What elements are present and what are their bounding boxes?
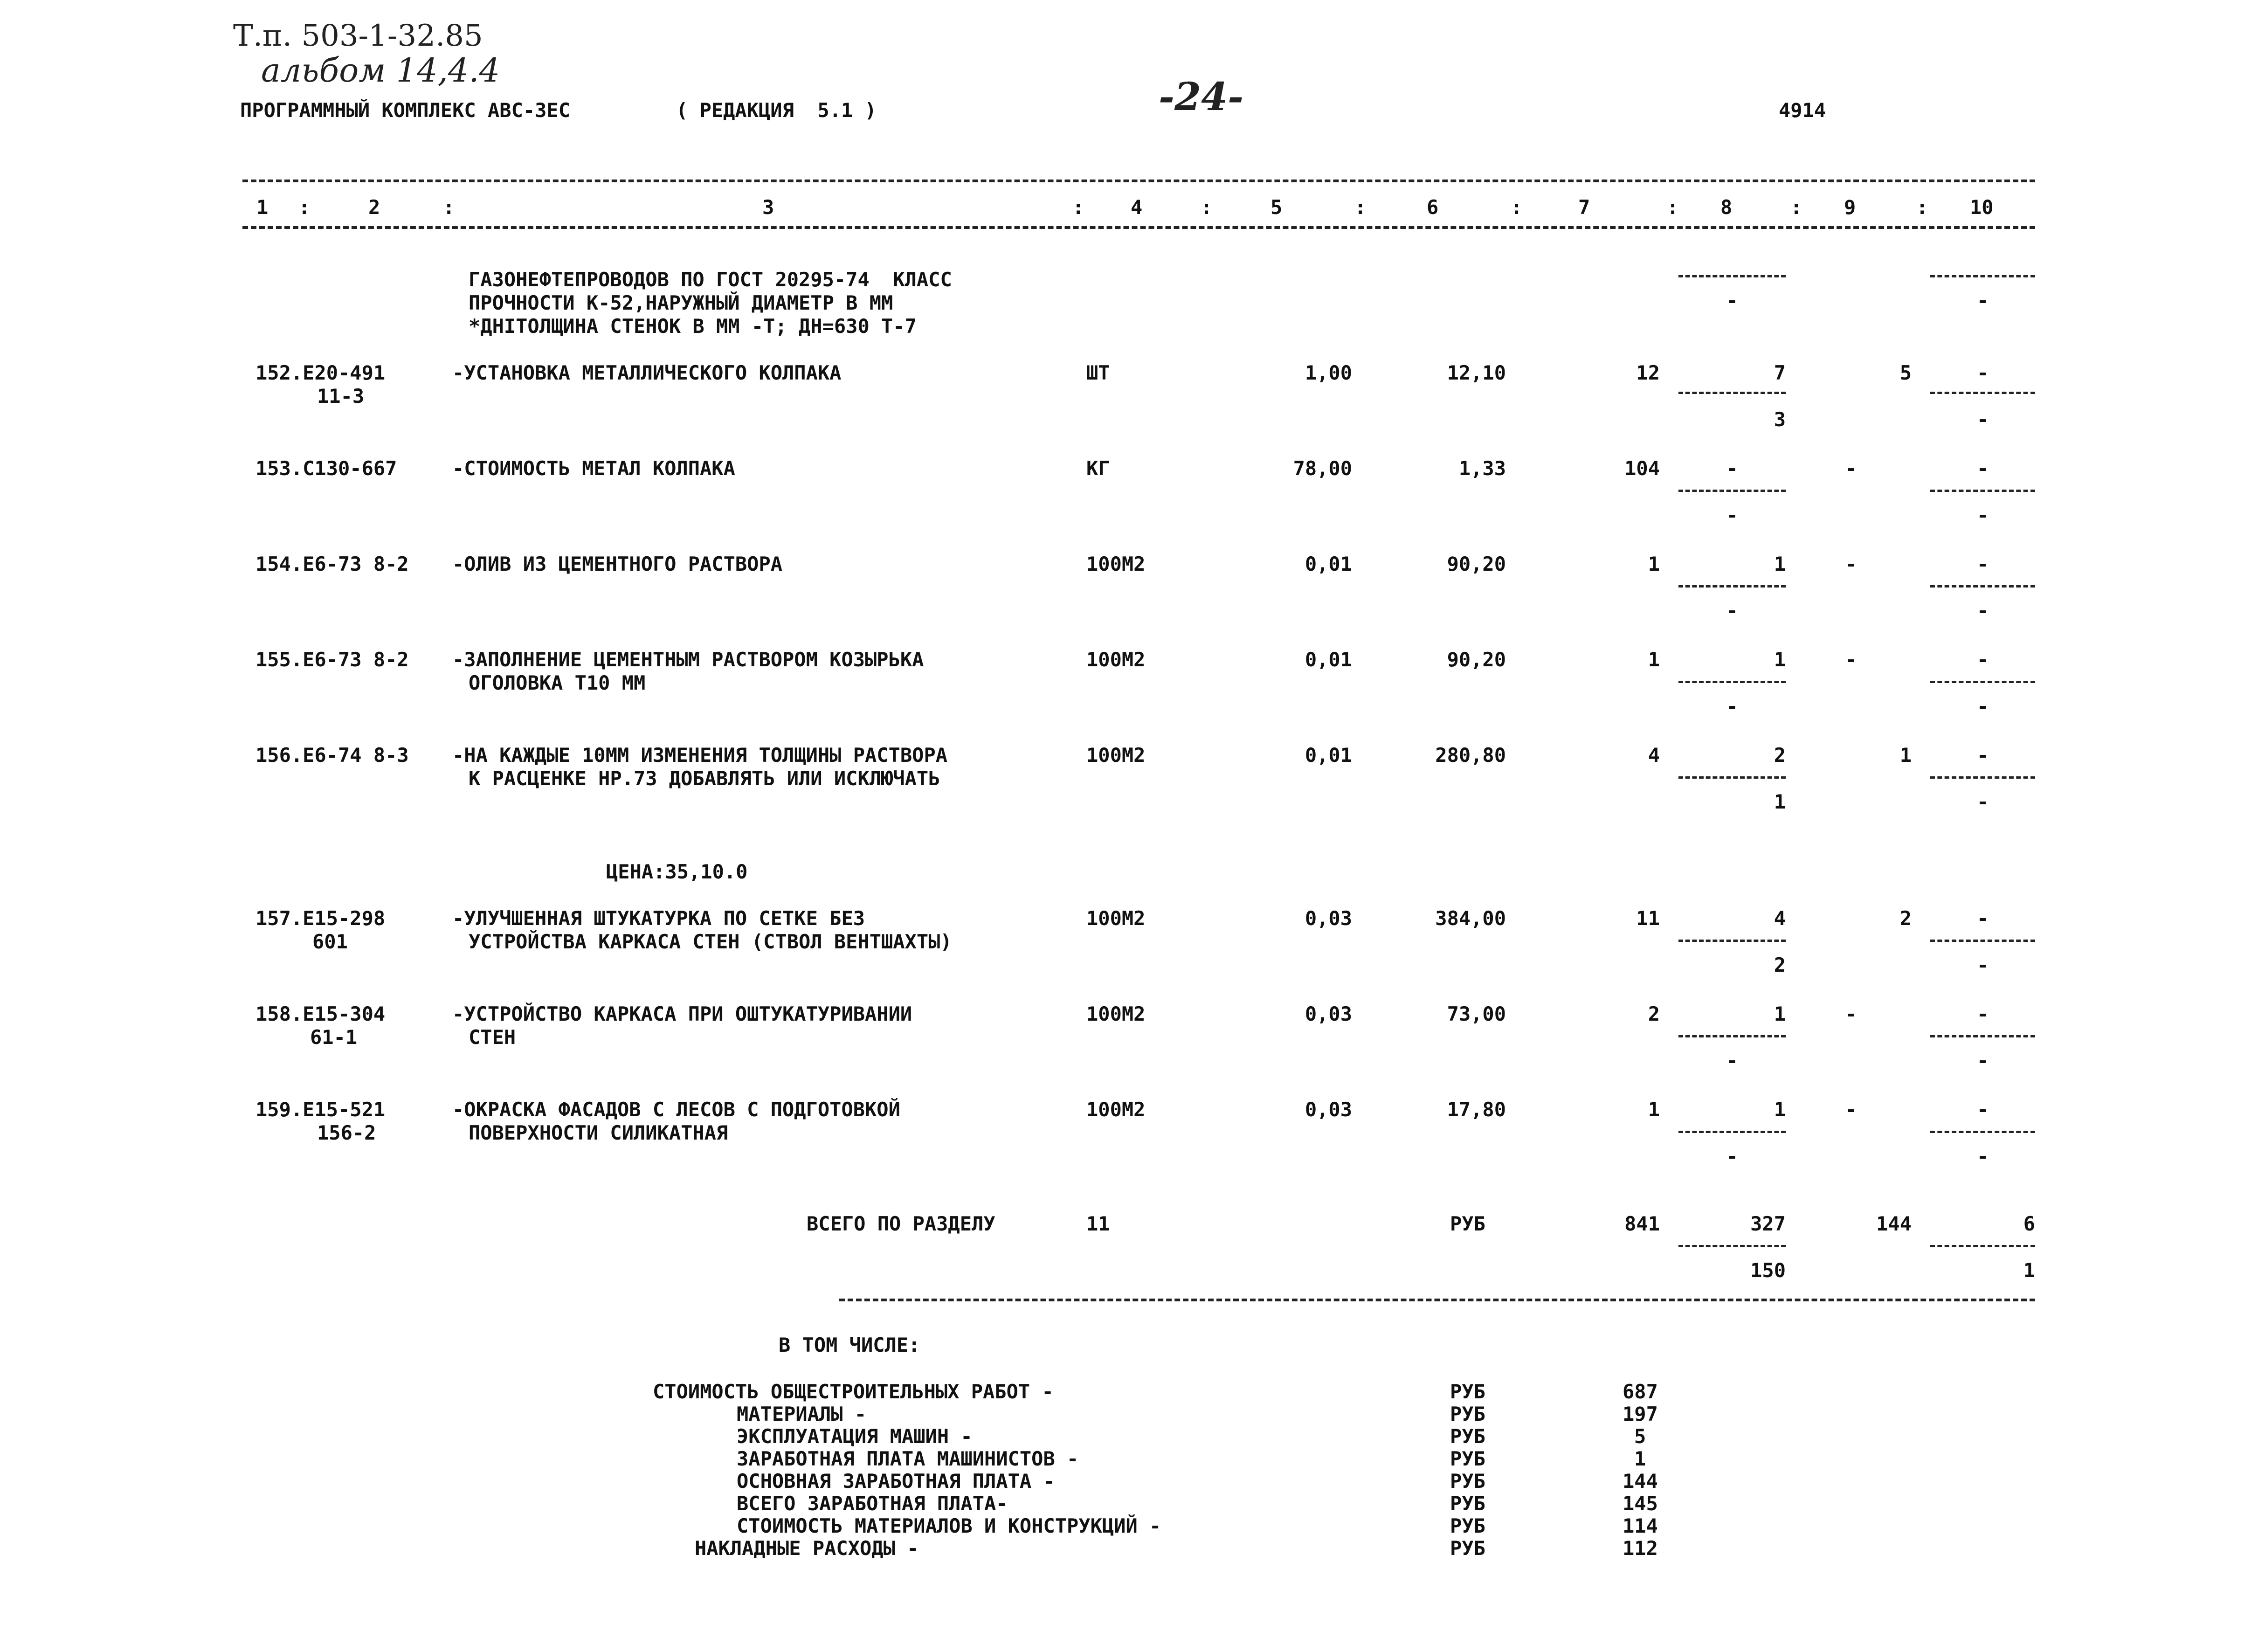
summary-label: ЭКСПЛУАТАЦИЯ МАШИН - xyxy=(737,1425,973,1448)
section-title-col10: - xyxy=(1976,289,1989,312)
header-rule-top xyxy=(242,180,2035,182)
row-col10-lower: - xyxy=(1976,408,1989,431)
section-title-line-2: ПРОЧНОСТИ К-52,НАРУЖНЫЙ ДИАМЕТР В ММ xyxy=(469,291,893,314)
summary-value: 114 xyxy=(1623,1514,1658,1537)
section-title-line-3: *ДНІТОЛЩИНА СТЕНОК В ММ -Т; ДН=630 Т-7 xyxy=(469,315,917,338)
row-col7: 1 xyxy=(1648,1098,1660,1121)
row-code: 155.Е6-73 8-2 xyxy=(255,648,409,671)
row-col8: 4 xyxy=(1774,907,1786,930)
row-col9: 2 xyxy=(1899,907,1912,930)
row-qty: 1,00 xyxy=(1305,361,1352,384)
row-unit: КГ xyxy=(1086,457,1110,480)
row-description: -УСТРОЙСТВО КАРКАСА ПРИ ОШТУКАТУРИВАНИИ xyxy=(452,1002,912,1025)
row-code-sub: 156-2 xyxy=(317,1121,376,1144)
column-separator: : xyxy=(1354,196,1367,219)
header-rule-bottom xyxy=(242,226,2035,229)
row-description-cont: УСТРОЙСТВА КАРКАСА СТЕН (СТВОЛ ВЕНТШАХТЫ) xyxy=(469,930,952,953)
summary-value: 687 xyxy=(1623,1380,1658,1403)
fraction-line xyxy=(1678,1245,1786,1247)
summary-unit: РУБ xyxy=(1450,1492,1485,1515)
fraction-line xyxy=(1930,1131,2035,1133)
section-title-line-1: ГАЗОНЕФТЕПРОВОДОВ ПО ГОСТ 20295-74 КЛАСС xyxy=(469,268,952,291)
column-header-1: 1 xyxy=(256,196,269,219)
row-col10-lower: - xyxy=(1976,790,1989,813)
row-code-sub: 61-1 xyxy=(310,1026,358,1049)
summary-unit: РУБ xyxy=(1450,1470,1485,1493)
fraction-line xyxy=(1930,275,2035,277)
row-col7: 11 xyxy=(1636,907,1660,930)
row-price: 1,33 xyxy=(1458,457,1506,480)
row-col8-lower: - xyxy=(1726,599,1738,622)
column-separator: : xyxy=(1667,196,1679,219)
row-price: 280,80 xyxy=(1435,744,1506,767)
row-col10: - xyxy=(1976,457,1989,480)
price-note: ЦЕНА:35,10.0 xyxy=(606,860,748,883)
row-code-sub: 11-3 xyxy=(317,385,365,408)
column-separator: : xyxy=(1201,196,1213,219)
fraction-line xyxy=(1678,392,1786,394)
row-col8: - xyxy=(1726,457,1738,480)
row-col10: - xyxy=(1976,1002,1989,1025)
summary-value: 5 xyxy=(1634,1425,1646,1448)
summary-unit: РУБ xyxy=(1450,1514,1485,1537)
row-description: -ОКРАСКА ФАСАДОВ С ЛЕСОВ С ПОДГОТОВКОЙ xyxy=(452,1098,900,1121)
row-unit: 100М2 xyxy=(1086,744,1146,767)
row-unit: 100М2 xyxy=(1086,1002,1146,1025)
row-unit: 100М2 xyxy=(1086,1098,1146,1121)
column-header-9: 9 xyxy=(1844,196,1856,219)
row-price: 384,00 xyxy=(1435,907,1506,930)
summary-unit: РУБ xyxy=(1450,1380,1485,1403)
summary-unit: РУБ xyxy=(1450,1537,1485,1560)
column-separator: : xyxy=(1511,196,1523,219)
row-col10-lower: - xyxy=(1976,599,1989,622)
row-description-cont: ОГОЛОВКА Т10 ММ xyxy=(469,671,646,694)
row-col10: - xyxy=(1976,744,1989,767)
row-qty: 0,03 xyxy=(1305,1098,1352,1121)
fraction-line xyxy=(1930,681,2035,683)
row-col7: 1 xyxy=(1648,648,1660,671)
row-col10-lower: - xyxy=(1976,1145,1989,1168)
row-qty: 0,03 xyxy=(1305,907,1352,930)
summary-label: СТОИМОСТЬ МАТЕРИАЛОВ И КОНСТРУКЦИЙ - xyxy=(737,1514,1161,1537)
row-unit: 100М2 xyxy=(1086,553,1146,575)
row-price: 90,20 xyxy=(1447,553,1506,575)
row-qty: 0,01 xyxy=(1305,648,1352,671)
row-price: 12,10 xyxy=(1447,361,1506,384)
column-separator: : xyxy=(1790,196,1802,219)
fraction-line xyxy=(1930,392,2035,394)
column-separator: : xyxy=(298,196,311,219)
including-label: В ТОМ ЧИСЛЕ: xyxy=(779,1334,920,1356)
summary-label: СТОИМОСТЬ ОБЩЕСТРОИТЕЛЬНЫХ РАБОТ - xyxy=(653,1380,1054,1403)
fraction-line xyxy=(1678,490,1786,492)
column-header-7: 7 xyxy=(1578,196,1590,219)
row-description: -СТОИМОСТЬ МЕТАЛ КОЛПАКА xyxy=(452,457,735,480)
row-col9: - xyxy=(1845,1098,1857,1121)
edition: ( РЕДАКЦИЯ 5.1 ) xyxy=(676,99,877,122)
row-col8: 1 xyxy=(1774,1098,1786,1121)
fraction-line xyxy=(1678,681,1786,683)
fraction-line xyxy=(1678,275,1786,277)
row-col7: 12 xyxy=(1636,361,1660,384)
summary-label: ЗАРАБОТНАЯ ПЛАТА МАШИНИСТОВ - xyxy=(737,1447,1079,1470)
row-qty: 0,01 xyxy=(1305,744,1352,767)
row-unit: ШТ xyxy=(1086,361,1110,384)
total-currency: РУБ xyxy=(1450,1212,1485,1235)
row-col8: 7 xyxy=(1774,361,1786,384)
row-code-sub: 601 xyxy=(312,930,348,953)
fraction-line xyxy=(1930,490,2035,492)
summary-label: ОСНОВНАЯ ЗАРАБОТНАЯ ПЛАТА - xyxy=(737,1470,1055,1493)
total-col9: 144 xyxy=(1876,1212,1912,1235)
row-col10-lower: - xyxy=(1976,504,1989,526)
row-qty: 0,01 xyxy=(1305,553,1352,575)
total-col8-lower: 150 xyxy=(1750,1259,1786,1282)
row-col9: 5 xyxy=(1899,361,1912,384)
row-unit: 100М2 xyxy=(1086,907,1146,930)
summary-label: МАТЕРИАЛЫ - xyxy=(737,1403,867,1425)
row-col8: 2 xyxy=(1774,744,1786,767)
row-code: 154.Е6-73 8-2 xyxy=(255,553,409,575)
column-separator: : xyxy=(443,196,455,219)
row-col7: 104 xyxy=(1624,457,1660,480)
total-col10: 6 xyxy=(2023,1212,2035,1235)
row-col8: 1 xyxy=(1774,648,1786,671)
row-col9: - xyxy=(1845,1002,1857,1025)
row-col8: 1 xyxy=(1774,1002,1786,1025)
total-col10-lower: 1 xyxy=(2023,1259,2035,1282)
row-description: -ЗАПОЛНЕНИЕ ЦЕМЕНТНЫМ РАСТВОРОМ КОЗЫРЬКА xyxy=(452,648,924,671)
row-col7: 4 xyxy=(1648,744,1660,767)
row-qty: 78,00 xyxy=(1293,457,1352,480)
row-col8-lower: - xyxy=(1726,1049,1738,1072)
row-col10-lower: - xyxy=(1976,954,1989,976)
row-qty: 0,03 xyxy=(1305,1002,1352,1025)
column-separator: : xyxy=(1916,196,1928,219)
row-description-cont: ПОВЕРХНОСТИ СИЛИКАТНАЯ xyxy=(469,1121,728,1144)
program-name: ПРОГРАММНЫЙ КОМПЛЕКС АВС-3ЕС xyxy=(240,99,571,122)
row-code: 158.Е15-304 xyxy=(255,1002,386,1025)
summary-value: 144 xyxy=(1623,1470,1658,1493)
column-header-10: 10 xyxy=(1970,196,1994,219)
row-col8-lower: 1 xyxy=(1774,790,1786,813)
summary-value: 197 xyxy=(1623,1403,1658,1425)
total-rule xyxy=(839,1299,2035,1301)
row-code: 153.С130-667 xyxy=(255,457,397,480)
row-price: 90,20 xyxy=(1447,648,1506,671)
fraction-line xyxy=(1678,1131,1786,1133)
row-col7: 1 xyxy=(1648,553,1660,575)
total-section: 11 xyxy=(1086,1212,1110,1235)
total-label: ВСЕГО ПО РАЗДЕЛУ xyxy=(807,1212,995,1235)
row-description: -НА КАЖДЫЕ 10ММ ИЗМЕНЕНИЯ ТОЛЩИНЫ РАСТВОРА xyxy=(452,744,948,767)
row-unit: 100М2 xyxy=(1086,648,1146,671)
column-header-3: 3 xyxy=(762,196,774,219)
row-description: -ОЛИВ ИЗ ЦЕМЕНТНОГО РАСТВОРА xyxy=(452,553,783,575)
fraction-line xyxy=(1678,585,1786,588)
row-col10: - xyxy=(1976,553,1989,575)
row-col8-lower: 2 xyxy=(1774,954,1786,976)
fraction-line xyxy=(1930,1035,2035,1037)
row-code: 157.Е15-298 xyxy=(255,907,386,930)
fraction-line xyxy=(1678,776,1786,779)
column-header-5: 5 xyxy=(1271,196,1283,219)
row-code: 159.Е15-521 xyxy=(255,1098,386,1121)
row-col7: 2 xyxy=(1648,1002,1660,1025)
column-header-6: 6 xyxy=(1427,196,1439,219)
row-col10: - xyxy=(1976,648,1989,671)
summary-value: 1 xyxy=(1634,1447,1646,1470)
summary-label: НАКЛАДНЫЕ РАСХОДЫ - xyxy=(695,1537,919,1560)
summary-value: 112 xyxy=(1623,1537,1658,1560)
fraction-line xyxy=(1930,585,2035,588)
summary-unit: РУБ xyxy=(1450,1447,1485,1470)
row-col10-lower: - xyxy=(1976,1049,1989,1072)
column-header-2: 2 xyxy=(368,196,380,219)
fraction-line xyxy=(1930,1245,2035,1247)
handwritten-album-number: альбом 14,4.4 xyxy=(261,51,500,90)
row-description: -УЛУЧШЕННАЯ ШТУКАТУРКА ПО СЕТКЕ БЕЗ xyxy=(452,907,865,930)
fraction-line xyxy=(1930,776,2035,779)
row-col10: - xyxy=(1976,907,1989,930)
handwritten-page-number: -24- xyxy=(1159,75,1244,119)
column-header-4: 4 xyxy=(1131,196,1143,219)
summary-unit: РУБ xyxy=(1450,1403,1485,1425)
fraction-line xyxy=(1678,940,1786,942)
row-col10: - xyxy=(1976,361,1989,384)
fraction-line xyxy=(1678,1035,1786,1037)
total-col8: 327 xyxy=(1750,1212,1786,1235)
row-col9: - xyxy=(1845,648,1857,671)
row-price: 17,80 xyxy=(1447,1098,1506,1121)
row-col8-lower: - xyxy=(1726,504,1738,526)
row-col9: - xyxy=(1845,457,1857,480)
column-header-8: 8 xyxy=(1720,196,1733,219)
row-col10-lower: - xyxy=(1976,695,1989,718)
row-col8-lower: 3 xyxy=(1774,408,1786,431)
column-separator: : xyxy=(1072,196,1084,219)
row-col9: - xyxy=(1845,553,1857,575)
fraction-line xyxy=(1930,940,2035,942)
row-col8: 1 xyxy=(1774,553,1786,575)
row-code: 156.Е6-74 8-3 xyxy=(255,744,409,767)
handwritten-document-code: Т.п. 503-1-32.85 xyxy=(233,19,483,53)
section-title-col8: - xyxy=(1726,289,1738,312)
row-description: -УСТАНОВКА МЕТАЛЛИЧЕСКОГО КОЛПАКА xyxy=(452,361,842,384)
document-code: 4914 xyxy=(1779,99,1826,122)
row-col8-lower: - xyxy=(1726,1145,1738,1168)
row-col10: - xyxy=(1976,1098,1989,1121)
row-price: 73,00 xyxy=(1447,1002,1506,1025)
row-description-cont: СТЕН xyxy=(469,1026,516,1049)
summary-label: ВСЕГО ЗАРАБОТНАЯ ПЛАТА- xyxy=(737,1492,1008,1515)
row-description-cont: К РАСЦЕНКЕ НР.73 ДОБАВЛЯТЬ ИЛИ ИСКЛЮЧАТЬ xyxy=(469,767,940,790)
summary-value: 145 xyxy=(1623,1492,1658,1515)
row-code: 152.Е20-491 xyxy=(255,361,386,384)
row-col8-lower: - xyxy=(1726,695,1738,718)
total-col7: 841 xyxy=(1624,1212,1660,1235)
row-col9: 1 xyxy=(1899,744,1912,767)
summary-unit: РУБ xyxy=(1450,1425,1485,1448)
